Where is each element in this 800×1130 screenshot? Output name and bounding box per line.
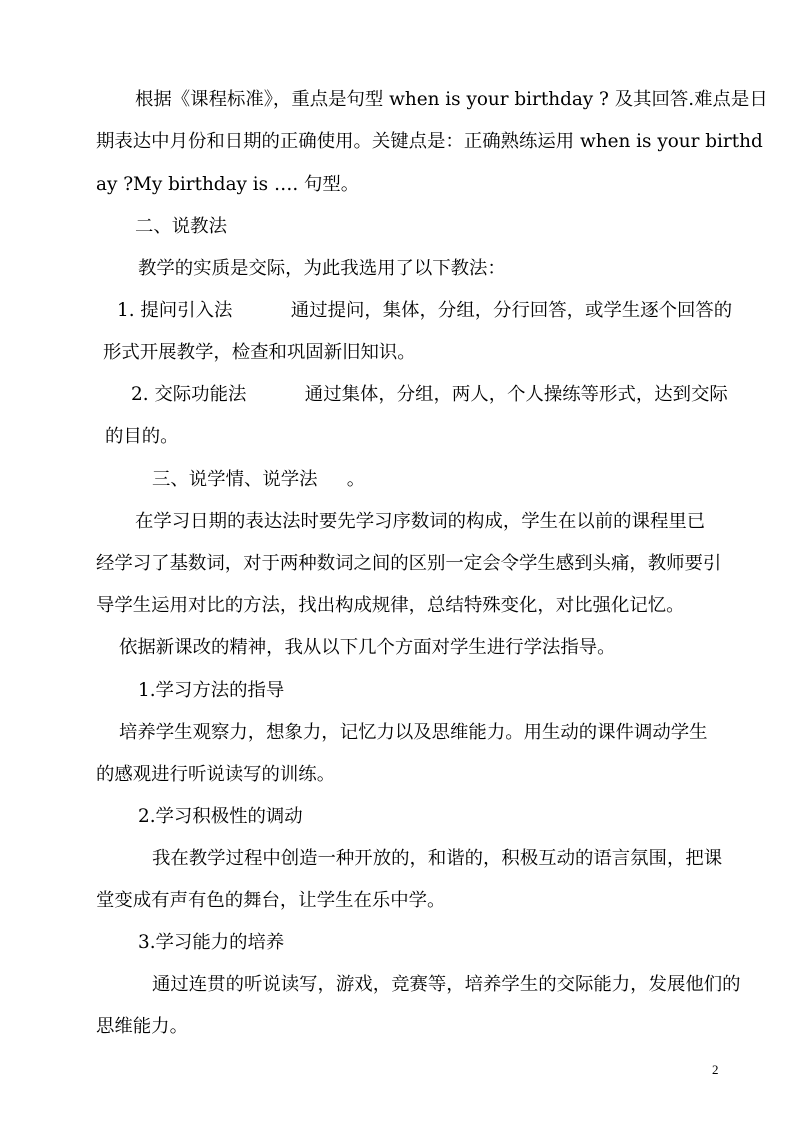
section-heading: 二、说教法 (135, 216, 227, 237)
subsection-heading: 2.学习积极性的调动 (138, 806, 303, 827)
subsection-heading: 3.学习能力的培养 (138, 932, 285, 953)
text-line: 形式开展教学，检查和巩固新旧知识。 (103, 342, 416, 363)
text-line: 根据《课程标准》，重点是句型 when is your birthday ? 及其回答.难点是日 (135, 89, 768, 110)
page-number: 2 (712, 1062, 719, 1077)
text-line: 1. 提问引入法 通过提问，集体，分组，分行回答，或学生逐个回答的 (117, 300, 733, 321)
text-line: 堂变成有声有色的舞台，让学生在乐中学。 (96, 890, 446, 911)
subsection-heading: 1.学习方法的指导 (138, 680, 285, 701)
text-line: 思维能力。 (96, 1016, 188, 1037)
text-line: 期表达中月份和日期的正确使用。关键点是：正确熟练运用 when is your birthd (96, 131, 763, 152)
text-line: 培养学生观察力，想象力，记忆力以及思维能力。用生动的课件调动学生 (119, 722, 708, 743)
text-line: 通过连贯的听说读写，游戏，竞赛等，培养学生的交际能力，发展他们的 (152, 974, 741, 995)
text-line: 我在教学过程中创造一种开放的，和谐的，积极互动的语言氛围，把课 (152, 848, 723, 869)
section-heading: 三、说学情、说学法 。 (152, 469, 366, 490)
text-line: 经学习了基数词，对于两种数词之间的区别一定会令学生感到头痛，教师要引 (96, 553, 722, 574)
text-line: 教学的实质是交际，为此我选用了以下教法： (138, 258, 506, 279)
text-line: 依据新课改的精神，我从以下几个方面对学生进行学法指导。 (119, 637, 616, 658)
text-line: 2. 交际功能法 通过集体，分组，两人，个人操练等形式，达到交际 (131, 384, 728, 405)
text-line: 的目的。 (105, 426, 179, 447)
text-line: 在学习日期的表达法时要先学习序数词的构成，学生在以前的课程里已 (135, 511, 706, 532)
text-line: 的感观进行听说读写的训练。 (96, 764, 336, 785)
text-line: ay ?My birthday is …. 句型。 (96, 174, 360, 195)
text-line: 导学生运用对比的方法，找出构成规律，总结特殊变化，对比强化记忆。 (96, 595, 685, 616)
